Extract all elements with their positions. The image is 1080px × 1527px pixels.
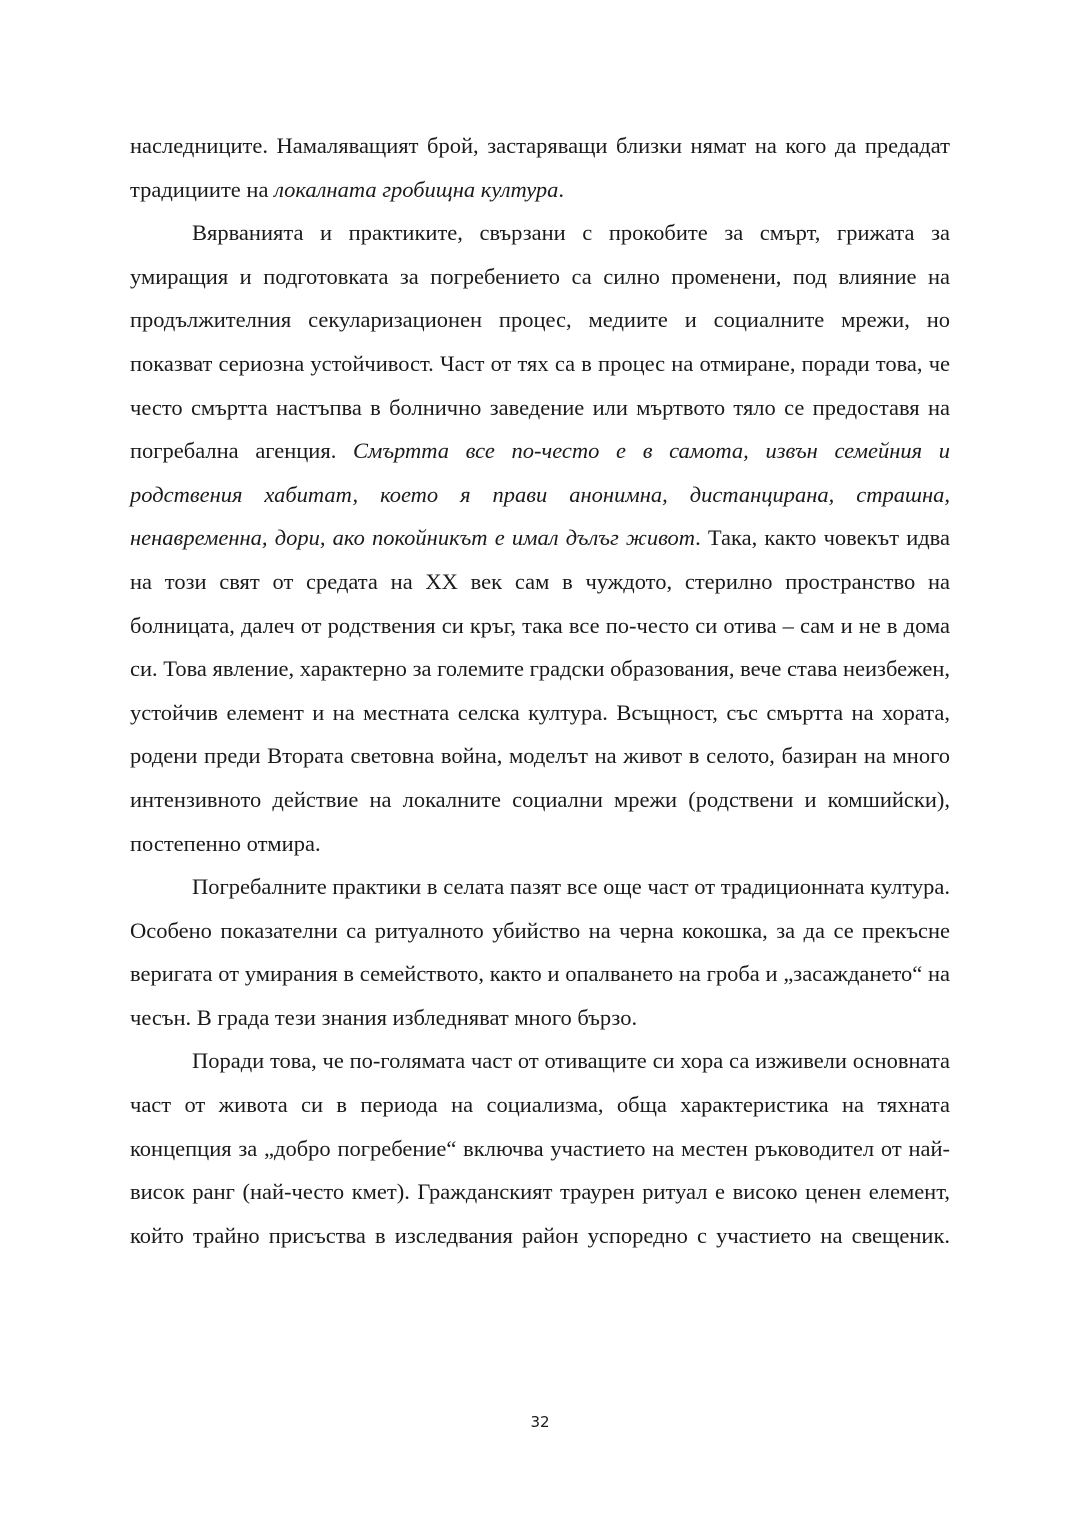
body-text xyxy=(130,124,950,1257)
paragraph-4-text: Поради това, че по-голямата част от отиващите си хора са изживели основната част от живота си в периода на социализма, обща характеристика на тяхната концепция за „добро погребение“ включва участието на местен ръководител от най-висок ранг (най-често кмет). Гражданският траурен ритуал е високо ценен елемент, който трайно присъства в изследвания район успоредно с участието на свещеник. xyxy=(130,1048,950,1248)
paragraph-3 xyxy=(130,865,950,1039)
paragraph-1-end: . xyxy=(558,176,565,202)
paragraph-2-text: Вярванията и практиките, свързани с прокобите за смърт, грижата за умиращия и подготовката за погребението са силно променени, под влияние на продължителния секуларизационен процес, медиите и социалните мрежи, но показват сериозна устойчивост. Част от тях са в процес на отмиране, поради това, че често смъртта настъпва в болнично заведение или мъртвото тяло се предоставя на погребална агенция. xyxy=(130,220,950,464)
paragraph-1-text: наследниците. Намаляващият брой, застаряващи близки нямат на кого да предадат традициите на xyxy=(130,133,950,202)
paragraph-2-italic-passage: Смъртта все по-често е в самота, извън семейния и родствения хабитат, което я прави анонимна, дистанцирана, страшна, ненавременна, дори, ако покойникът е имал дълъг живот xyxy=(130,438,950,551)
paragraph-1-italic-phrase: локалната гробищна култура xyxy=(274,176,559,202)
paragraph-2-continuation: . Така, както човекът идва на този свят от средата на XX век сам в чуждото, стерилно пространство на болницата, далеч от родствения си кръг, така все по-често си отива – сам и не в дома си. Това явление, характерно за големите градски образования, вече става неизбежен, устойчив елемент и на местната селска култура. Всъщност, със смъртта на хората, родени преди Втората световна война, моделът на живот в селото, базиран на много интензивното действие на локалните социални мрежи (родствени и комшийски), постепенно отмира. xyxy=(130,525,950,856)
paragraph-2 xyxy=(130,211,950,865)
paragraph-1 xyxy=(130,124,950,211)
page-number: 32 xyxy=(530,1413,550,1431)
paragraph-3-text: Погребалните практики в селата пазят все още част от традиционната култура. Особено показателни са ритуалното убийство на черна кокошка, за да се прекъсне веригата от умирания в семейството, както и опалването на гроба и „засаждането“ на чесън. В града тези знания избледняват много бързо. xyxy=(130,874,950,1030)
paragraph-4 xyxy=(130,1039,950,1257)
